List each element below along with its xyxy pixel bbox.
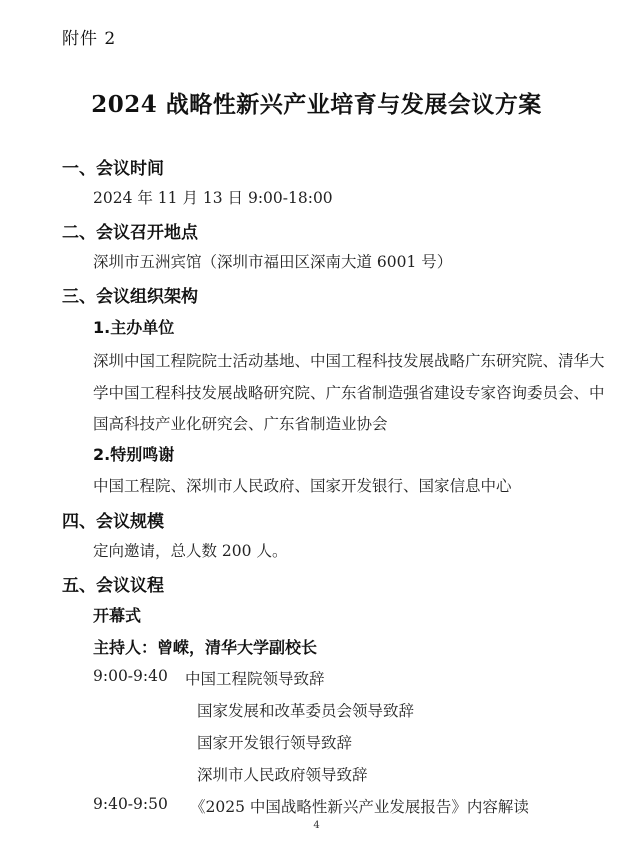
acknowledgements-text: 中国工程院、深圳市人民政府、国家开发银行、国家信息中心 [93, 477, 512, 495]
page-number: 4 [313, 820, 320, 831]
section-heading-time: 一、会议时间 [62, 159, 164, 179]
agenda-time: 9:40-9:50 [93, 795, 168, 813]
section-heading-agenda: 五、会议议程 [62, 576, 164, 596]
section-heading-location: 二、会议召开地点 [62, 223, 198, 243]
opening-ceremony-label: 开幕式 [93, 606, 142, 625]
agenda-time: 9:00-9:40 [93, 667, 168, 685]
meeting-scale: 定向邀请，总人数 200 人。 [93, 542, 288, 560]
agenda-item: 中国工程院领导致辞 [185, 670, 325, 688]
agenda-item: 国家开发银行领导致辞 [197, 734, 353, 752]
agenda-item: 国家发展和改革委员会领导致辞 [197, 702, 415, 720]
organizers-text: 深圳中国工程院院士活动基地、中国工程科技发展战略广东研究院、清华大学中国工程科技发展战略研究院、广东省制造强省建设专家咨询委员会、中国高科技产业化研究会、广东省制造业协会 [93, 352, 605, 433]
meeting-time: 2024 年 11 月 13 日 9:00-18:00 [93, 189, 333, 207]
host-label: 主持人：曾嵘，清华大学副校长 [93, 638, 318, 657]
document-title: 2024 战略性新兴产业培育与发展会议方案 [91, 91, 542, 118]
meeting-location: 深圳市五洲宾馆（深圳市福田区深南大道 6001 号） [93, 253, 453, 271]
attachment-label: 附件 2 [62, 29, 117, 49]
subheading-organizers: 1.主办单位 [93, 318, 175, 337]
agenda-item: 深圳市人民政府领导致辞 [197, 766, 368, 784]
section-heading-organization: 三、会议组织架构 [62, 287, 198, 307]
section-heading-scale: 四、会议规模 [62, 512, 164, 532]
subheading-acknowledgements: 2.特别鸣谢 [93, 445, 175, 464]
agenda-item: 《2025 中国战略性新兴产业发展报告》内容解读 [190, 798, 529, 816]
